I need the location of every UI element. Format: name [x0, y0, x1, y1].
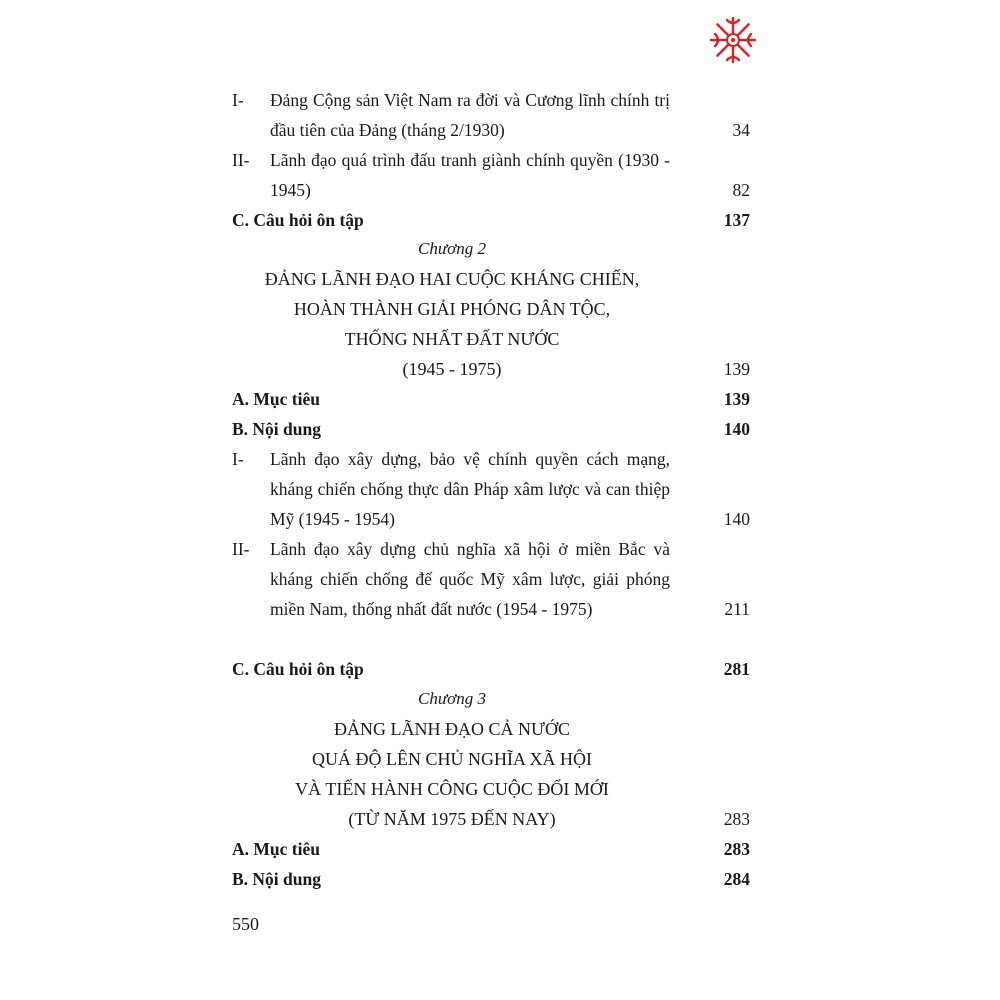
- chapter-page: 283: [723, 809, 750, 829]
- toc-entry[interactable]: [232, 145, 750, 205]
- chapter-title-line: ĐẢNG LÃNH ĐẠO HAI CUỘC KHÁNG CHIẾN,: [264, 269, 640, 289]
- section-page: 137: [723, 210, 750, 230]
- page-number: 550: [232, 914, 259, 934]
- section-label: B. Nội dung: [232, 419, 321, 439]
- entry-page: 211: [724, 599, 750, 619]
- toc-review-section[interactable]: [232, 205, 750, 235]
- chapter-label: Chương 2: [418, 239, 486, 258]
- chapter-page-row[interactable]: [232, 354, 750, 384]
- toc-entry[interactable]: [232, 444, 750, 534]
- entry-page: 140: [723, 509, 750, 529]
- toc-entry[interactable]: [232, 534, 750, 624]
- chapter-title-line: THỐNG NHẤT ĐẤT NƯỚC: [344, 329, 560, 349]
- entry-marker: II-: [232, 539, 250, 559]
- section-label: A. Mục tiêu: [232, 839, 320, 859]
- chapter-label: Chương 3: [418, 689, 486, 708]
- chapter-title-line: HOÀN THÀNH GIẢI PHÓNG DÂN TỘC,: [293, 299, 611, 319]
- toc-review-section[interactable]: [232, 654, 750, 684]
- entry-title: Lãnh đạo xây dựng chủ nghĩa xã hội ở miền Bắc và kháng chiến chống đế quốc Mỹ xâm lược, giải phóng miền Nam, thống nhất đất nước (1954 - 1975): [270, 539, 670, 619]
- publisher-star-logo-icon: [707, 14, 759, 66]
- chapter-years: (1945 - 1975): [402, 359, 502, 379]
- section-page: 281: [723, 659, 750, 679]
- section-label: A. Mục tiêu: [232, 389, 320, 409]
- entry-title: Lãnh đạo xây dựng, bảo vệ chính quyền cách mạng, kháng chiến chống thực dân Pháp xâm lược và can thiệp Mỹ (1945 - 1954): [270, 449, 670, 529]
- entry-marker: I-: [232, 90, 244, 110]
- entry-marker: I-: [232, 449, 244, 469]
- section-page: 140: [723, 419, 750, 439]
- section-label: C. Câu hỏi ôn tập: [232, 659, 364, 679]
- chapter-title-line: ĐẢNG LÃNH ĐẠO CẢ NƯỚC: [334, 719, 570, 739]
- chapter-title-line: QUÁ ĐỘ LÊN CHỦ NGHĨA XÃ HỘI: [312, 749, 592, 769]
- toc-content-section[interactable]: [232, 864, 750, 894]
- section-label: B. Nội dung: [232, 869, 321, 889]
- section-label: C. Câu hỏi ôn tập: [232, 210, 364, 230]
- entry-marker: II-: [232, 150, 250, 170]
- chapter-title-line: VÀ TIẾN HÀNH CÔNG CUỘC ĐỔI MỚI: [295, 779, 609, 799]
- toc-entry[interactable]: [232, 85, 750, 145]
- entry-page: 34: [732, 120, 750, 140]
- chapter-page: 139: [723, 359, 750, 379]
- toc-objectives-section[interactable]: [232, 834, 750, 864]
- chapter-page-row[interactable]: [232, 804, 750, 834]
- section-page: 284: [723, 869, 750, 889]
- entry-title: Lãnh đạo quá trình đấu tranh giành chính quyền (1930 - 1945): [270, 150, 670, 200]
- entry-title: Đảng Cộng sản Việt Nam ra đời và Cương lĩnh chính trị đầu tiên của Đảng (tháng 2/1930): [270, 90, 670, 140]
- toc-content-section[interactable]: [232, 414, 750, 444]
- chapter-years: (TỪ NĂM 1975 ĐẾN NAY): [348, 809, 556, 829]
- toc-objectives-section[interactable]: [232, 384, 750, 414]
- entry-page: 82: [732, 180, 750, 200]
- section-page: 139: [723, 389, 750, 409]
- section-page: 283: [723, 839, 750, 859]
